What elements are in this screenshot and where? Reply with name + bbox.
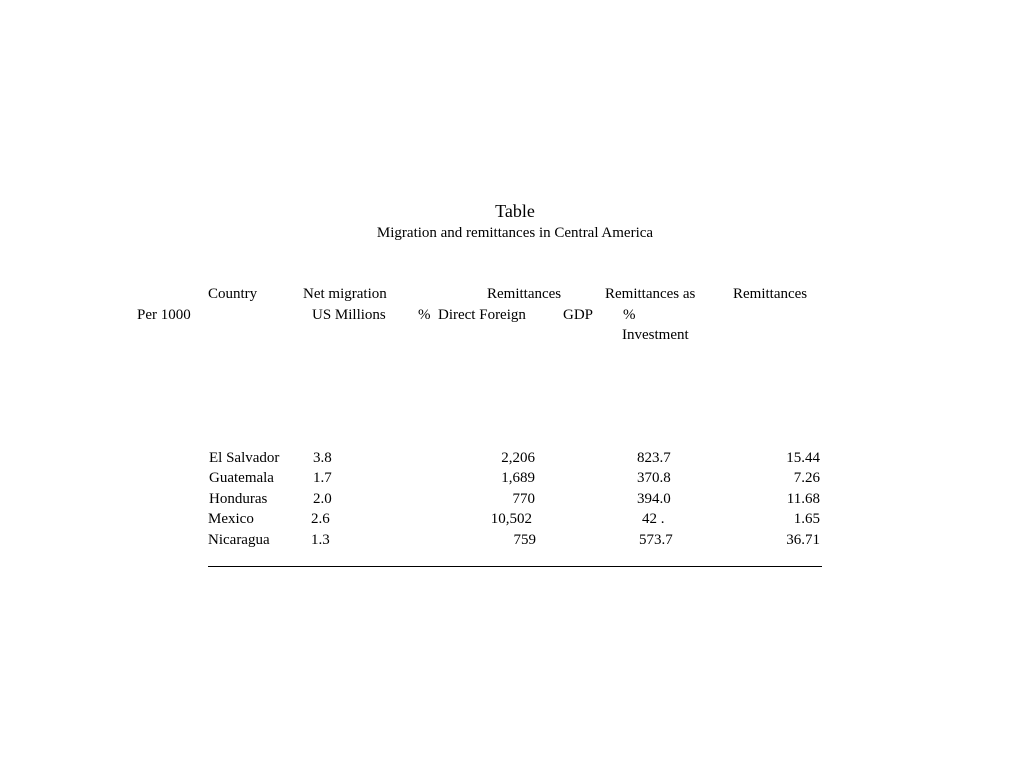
header-remittances-as: Remittances as	[605, 286, 696, 302]
cell-pct-gdp: 7.26	[793, 470, 820, 486]
cell-remittances: 2,206	[501, 450, 535, 466]
cell-country: Honduras	[209, 491, 268, 507]
cell-pct-gdp: 15.44	[786, 450, 820, 466]
header-net-migration: Net migration	[303, 286, 387, 302]
cell-net-migration: 2.6	[311, 511, 330, 527]
cell-pct-gdp: 1.65	[793, 511, 820, 527]
header-percent-direct-foreign: % Direct Foreign	[418, 307, 526, 323]
header-us-millions: US Millions	[312, 307, 386, 323]
cell-remittances: 1,689	[501, 470, 535, 486]
cell-country: Nicaragua	[208, 532, 270, 548]
cell-net-migration: 1.7	[313, 470, 332, 486]
header-investment: Investment	[622, 327, 689, 343]
header-remittances-last: Remittances	[733, 286, 808, 302]
table-bottom-rule	[208, 566, 822, 567]
cell-pct-dfi: 394.0	[637, 491, 671, 507]
cell-pct-dfi: 823.7	[637, 450, 671, 466]
cell-pct-dfi: 573.7	[639, 532, 673, 548]
cell-net-migration: 2.0	[313, 491, 332, 507]
table-subtitle: Migration and remittances in Central America	[376, 225, 654, 241]
cell-net-migration: 1.3	[311, 532, 330, 548]
cell-net-migration: 3.8	[313, 450, 332, 466]
cell-pct-dfi: 42 .	[642, 511, 665, 527]
cell-pct-dfi: 370.8	[637, 470, 671, 486]
cell-remittances: 770	[512, 491, 535, 507]
table-title: Table	[495, 201, 535, 221]
cell-remittances: 10,502	[490, 511, 532, 527]
header-percent: %	[623, 307, 636, 323]
cell-country: Guatemala	[209, 470, 274, 486]
cell-remittances: 759	[513, 532, 536, 548]
cell-country: El Salvador	[209, 450, 280, 466]
header-per-1000: Per 1000	[137, 307, 191, 323]
header-country: Country	[208, 286, 258, 302]
cell-country: Mexico	[208, 511, 254, 527]
cell-pct-gdp: 11.68	[786, 491, 820, 507]
header-gdp: GDP	[563, 307, 594, 323]
cell-pct-gdp: 36.71	[786, 532, 820, 548]
header-remittances: Remittances	[487, 286, 562, 302]
